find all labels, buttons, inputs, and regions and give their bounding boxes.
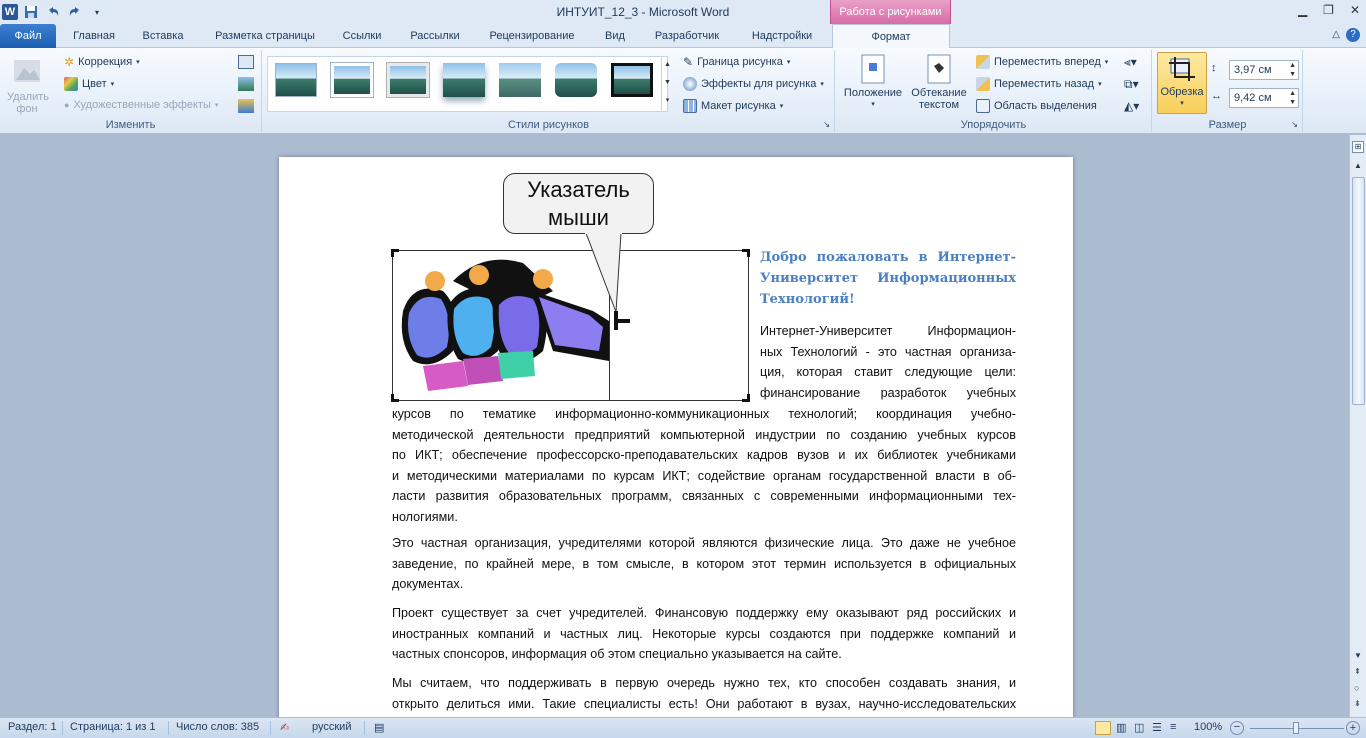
spinner-arrows-icon[interactable]: ▲ ▼ bbox=[1289, 90, 1296, 106]
position-icon bbox=[859, 54, 887, 84]
tab-references[interactable]: Ссылки bbox=[342, 30, 382, 42]
paragraph-2: Это частная организация, учредителями которой являются физические лица. Это даже не учебное заведение, по крайней мере, в том смысле, в котором этот термин используется в официальных документах. bbox=[392, 536, 1016, 592]
style-thumb-7[interactable] bbox=[611, 63, 653, 97]
ruler-toggle-icon[interactable]: ⊞ bbox=[1352, 141, 1364, 153]
pencil-icon: ✎ bbox=[683, 55, 694, 69]
group-size-label: Размер bbox=[1208, 119, 1247, 131]
restore-icon[interactable]: ❐ bbox=[1323, 3, 1334, 17]
remove-background-button[interactable]: Удалить фон bbox=[2, 54, 52, 115]
tab-view[interactable]: Вид bbox=[605, 30, 625, 42]
ribbon-tabs bbox=[0, 24, 1366, 48]
group-picture-styles bbox=[263, 50, 835, 132]
bring-forward-button[interactable]: Переместить вперед ▾ bbox=[976, 55, 1108, 69]
rotate-icon[interactable]: ◭▾ bbox=[1124, 99, 1140, 113]
style-thumb-6[interactable] bbox=[555, 63, 597, 97]
style-thumb-5[interactable] bbox=[499, 63, 541, 97]
group-arrange-label: Упорядочить bbox=[960, 119, 1027, 131]
spelling-check-icon[interactable]: ✍ bbox=[280, 722, 290, 734]
crop-button[interactable]: Обрезка ▾ bbox=[1157, 52, 1207, 114]
full-screen-reading-icon[interactable]: ▥ bbox=[1116, 722, 1127, 734]
tab-insert[interactable]: Вставка bbox=[142, 30, 184, 42]
style-thumb-4[interactable] bbox=[443, 63, 485, 97]
ribbon bbox=[0, 48, 1366, 134]
group-objects-icon[interactable]: ⧉▾ bbox=[1124, 77, 1139, 91]
crop-icon bbox=[1167, 55, 1197, 83]
close-icon[interactable]: ✕ bbox=[1349, 3, 1360, 17]
paragraph-3: Проект существует за счет учредителей. Финансовую поддержку ему оказывают ряд российских и иностранных компаний и частных лиц. Некоторые курсы создаются при поддержке компаний и частных спонсоров, информация об этом специально указывается на сайте. bbox=[392, 606, 1016, 662]
clipart-people-image bbox=[393, 251, 609, 400]
wrap-text-button[interactable]: Обтекание текстом bbox=[906, 54, 972, 111]
crop-handle[interactable] bbox=[742, 249, 750, 257]
zoom-level[interactable]: 100% bbox=[1194, 721, 1223, 733]
draft-view-icon[interactable]: ≡ bbox=[1170, 721, 1177, 733]
width-icon: ↔ bbox=[1211, 90, 1222, 102]
word-logo-icon[interactable]: W bbox=[2, 4, 18, 20]
status-section[interactable]: Раздел: 1 bbox=[8, 721, 57, 733]
dialog-launcher-icon[interactable]: ↘ bbox=[823, 120, 830, 129]
tab-mailings[interactable]: Рассылки bbox=[410, 30, 460, 42]
style-thumb-1[interactable] bbox=[275, 63, 317, 97]
send-backward-icon bbox=[976, 77, 990, 91]
web-layout-icon[interactable]: ◫ bbox=[1134, 722, 1145, 734]
crop-cursor-icon bbox=[612, 311, 632, 331]
group-arrange bbox=[836, 50, 1152, 132]
effects-icon bbox=[683, 77, 697, 91]
vertical-scrollbar[interactable] bbox=[1349, 135, 1366, 717]
group-adjust-label: Изменить bbox=[105, 119, 156, 131]
document-area bbox=[0, 135, 1349, 717]
scroll-up-icon[interactable]: ▲ bbox=[1354, 161, 1362, 170]
wrap-text-icon bbox=[925, 54, 953, 84]
height-icon: ↕ bbox=[1211, 62, 1217, 74]
picture-border-button[interactable]: ✎ Граница рисунка ▾ bbox=[683, 55, 791, 69]
zoom-out-icon[interactable]: − bbox=[1230, 721, 1244, 735]
crop-handle[interactable] bbox=[391, 394, 399, 402]
correction-button[interactable]: ✲ Коррекция ▾ bbox=[64, 55, 140, 69]
tab-addins[interactable]: Надстройки bbox=[751, 30, 813, 42]
tab-file[interactable]: Файл bbox=[0, 24, 56, 48]
status-word-count[interactable]: Число слов: 385 bbox=[176, 721, 260, 733]
next-page-icon[interactable]: ⇟ bbox=[1354, 699, 1361, 708]
crop-handle[interactable] bbox=[742, 394, 750, 402]
context-tab-group-header: Работа с рисунками bbox=[830, 0, 951, 24]
window-title: ИНТУИТ_12_3 - Microsoft Word bbox=[556, 5, 730, 19]
paragraph-1-side: Интернет-Университет Информацион- ных Технологий - это частная организа- ция, которая ставит следующие цели: финансирование разработок учебных bbox=[760, 324, 1016, 400]
minimize-icon[interactable]: ▁ bbox=[1297, 3, 1308, 17]
spinner-arrows-icon[interactable]: ▲ ▼ bbox=[1289, 62, 1296, 78]
selected-picture[interactable] bbox=[392, 250, 749, 401]
prev-page-icon[interactable]: ⇞ bbox=[1354, 667, 1361, 676]
remove-background-icon bbox=[10, 54, 44, 88]
zoom-in-icon[interactable]: + bbox=[1346, 721, 1360, 735]
position-button[interactable]: Положение ▾ bbox=[840, 54, 906, 111]
selection-pane-icon bbox=[976, 99, 990, 113]
tab-developer[interactable]: Разработчик bbox=[654, 30, 720, 42]
welcome-heading: Добро пожаловать в Интернет- Университет Информационных Технологий! bbox=[760, 250, 1016, 307]
color-button[interactable]: Цвет ▾ bbox=[64, 77, 114, 91]
status-bar bbox=[0, 717, 1366, 738]
group-styles-label: Стили рисунков bbox=[508, 119, 589, 131]
selection-pane-button[interactable]: Область выделения bbox=[976, 99, 1097, 113]
scroll-down-icon[interactable]: ▼ bbox=[1354, 651, 1362, 660]
tab-page-layout[interactable]: Разметка страницы bbox=[215, 30, 315, 42]
height-spinner[interactable]: 3,97 см ▲ ▼ bbox=[1229, 60, 1299, 80]
color-icon bbox=[64, 77, 78, 91]
status-language[interactable]: русский bbox=[312, 721, 352, 733]
print-layout-view-icon[interactable] bbox=[1095, 721, 1111, 735]
paragraph-1: курсов по тематике информационно-коммуникационных технологий; координация учебно- методической деятельности предприятий компьютерной индустрии по созданию учебных курсов по ИКТ; обеспечение профессорско-преподавательских кадров вузов и их библиотек учебниками и методическими материалами по курсам ИКТ; содействие органам государственной власти в об- ласти развития образовательных программ, связанных с современными информационными тех- нологиями. bbox=[392, 407, 1016, 524]
minimize-ribbon-icon[interactable]: △ bbox=[1332, 29, 1340, 40]
size-dialog-launcher-icon[interactable]: ↘ bbox=[1291, 120, 1298, 129]
macro-record-icon[interactable]: ▤ bbox=[374, 722, 385, 734]
tab-review[interactable]: Рецензирование bbox=[489, 30, 575, 42]
customize-qat-icon[interactable]: ▾ bbox=[94, 7, 99, 17]
compress-pictures-icon[interactable] bbox=[238, 55, 254, 69]
title-bar bbox=[0, 0, 1366, 24]
send-backward-button[interactable]: Переместить назад ▾ bbox=[976, 77, 1102, 91]
crop-handle[interactable] bbox=[391, 249, 399, 257]
reset-picture-icon[interactable] bbox=[238, 99, 254, 113]
outline-view-icon[interactable]: ☰ bbox=[1152, 722, 1162, 734]
group-adjust bbox=[0, 50, 262, 132]
zoom-slider-thumb[interactable] bbox=[1293, 722, 1299, 734]
browse-object-icon[interactable]: ○ bbox=[1354, 683, 1360, 693]
picture-effects-button[interactable]: Эффекты для рисунка ▾ bbox=[683, 77, 824, 91]
status-page[interactable]: Страница: 1 из 1 bbox=[70, 721, 156, 733]
width-spinner[interactable]: 9,42 см ▲ ▼ bbox=[1229, 88, 1299, 108]
picture-layout-button[interactable]: Макет рисунка ▾ bbox=[683, 99, 783, 113]
callout-pointer bbox=[584, 232, 624, 322]
window-controls bbox=[1298, 3, 1360, 17]
document-page[interactable] bbox=[279, 157, 1073, 717]
layout-icon bbox=[683, 99, 697, 113]
artistic-effects-button[interactable]: ● Художественные эффекты ▾ bbox=[64, 99, 219, 111]
paragraph-4: Мы считаем, что поддерживать в первую очередь нужно тех, кто способен создавать знания, и открыто делиться ими. Такие специалисты есть! Они работают в вузах, научно-исследовательских bbox=[392, 676, 1016, 711]
sun-icon: ✲ bbox=[64, 55, 75, 69]
align-icon[interactable]: ⫷▾ bbox=[1124, 55, 1137, 69]
gallery-scroll[interactable]: ▲ ▼ ▾ bbox=[661, 56, 673, 112]
style-thumb-2[interactable] bbox=[331, 63, 373, 97]
artistic-effects-icon: ● bbox=[64, 100, 70, 110]
scroll-thumb[interactable] bbox=[1352, 177, 1365, 405]
change-picture-icon[interactable] bbox=[238, 77, 254, 91]
bring-forward-icon bbox=[976, 55, 990, 69]
style-thumb-3[interactable] bbox=[387, 63, 429, 97]
group-size bbox=[1153, 50, 1303, 132]
tab-format[interactable]: Формат bbox=[832, 24, 950, 49]
help-icon[interactable]: ? bbox=[1346, 28, 1360, 42]
mouse-pointer-callout: Указатель мыши bbox=[503, 173, 654, 234]
tab-home[interactable]: Главная bbox=[73, 30, 115, 42]
